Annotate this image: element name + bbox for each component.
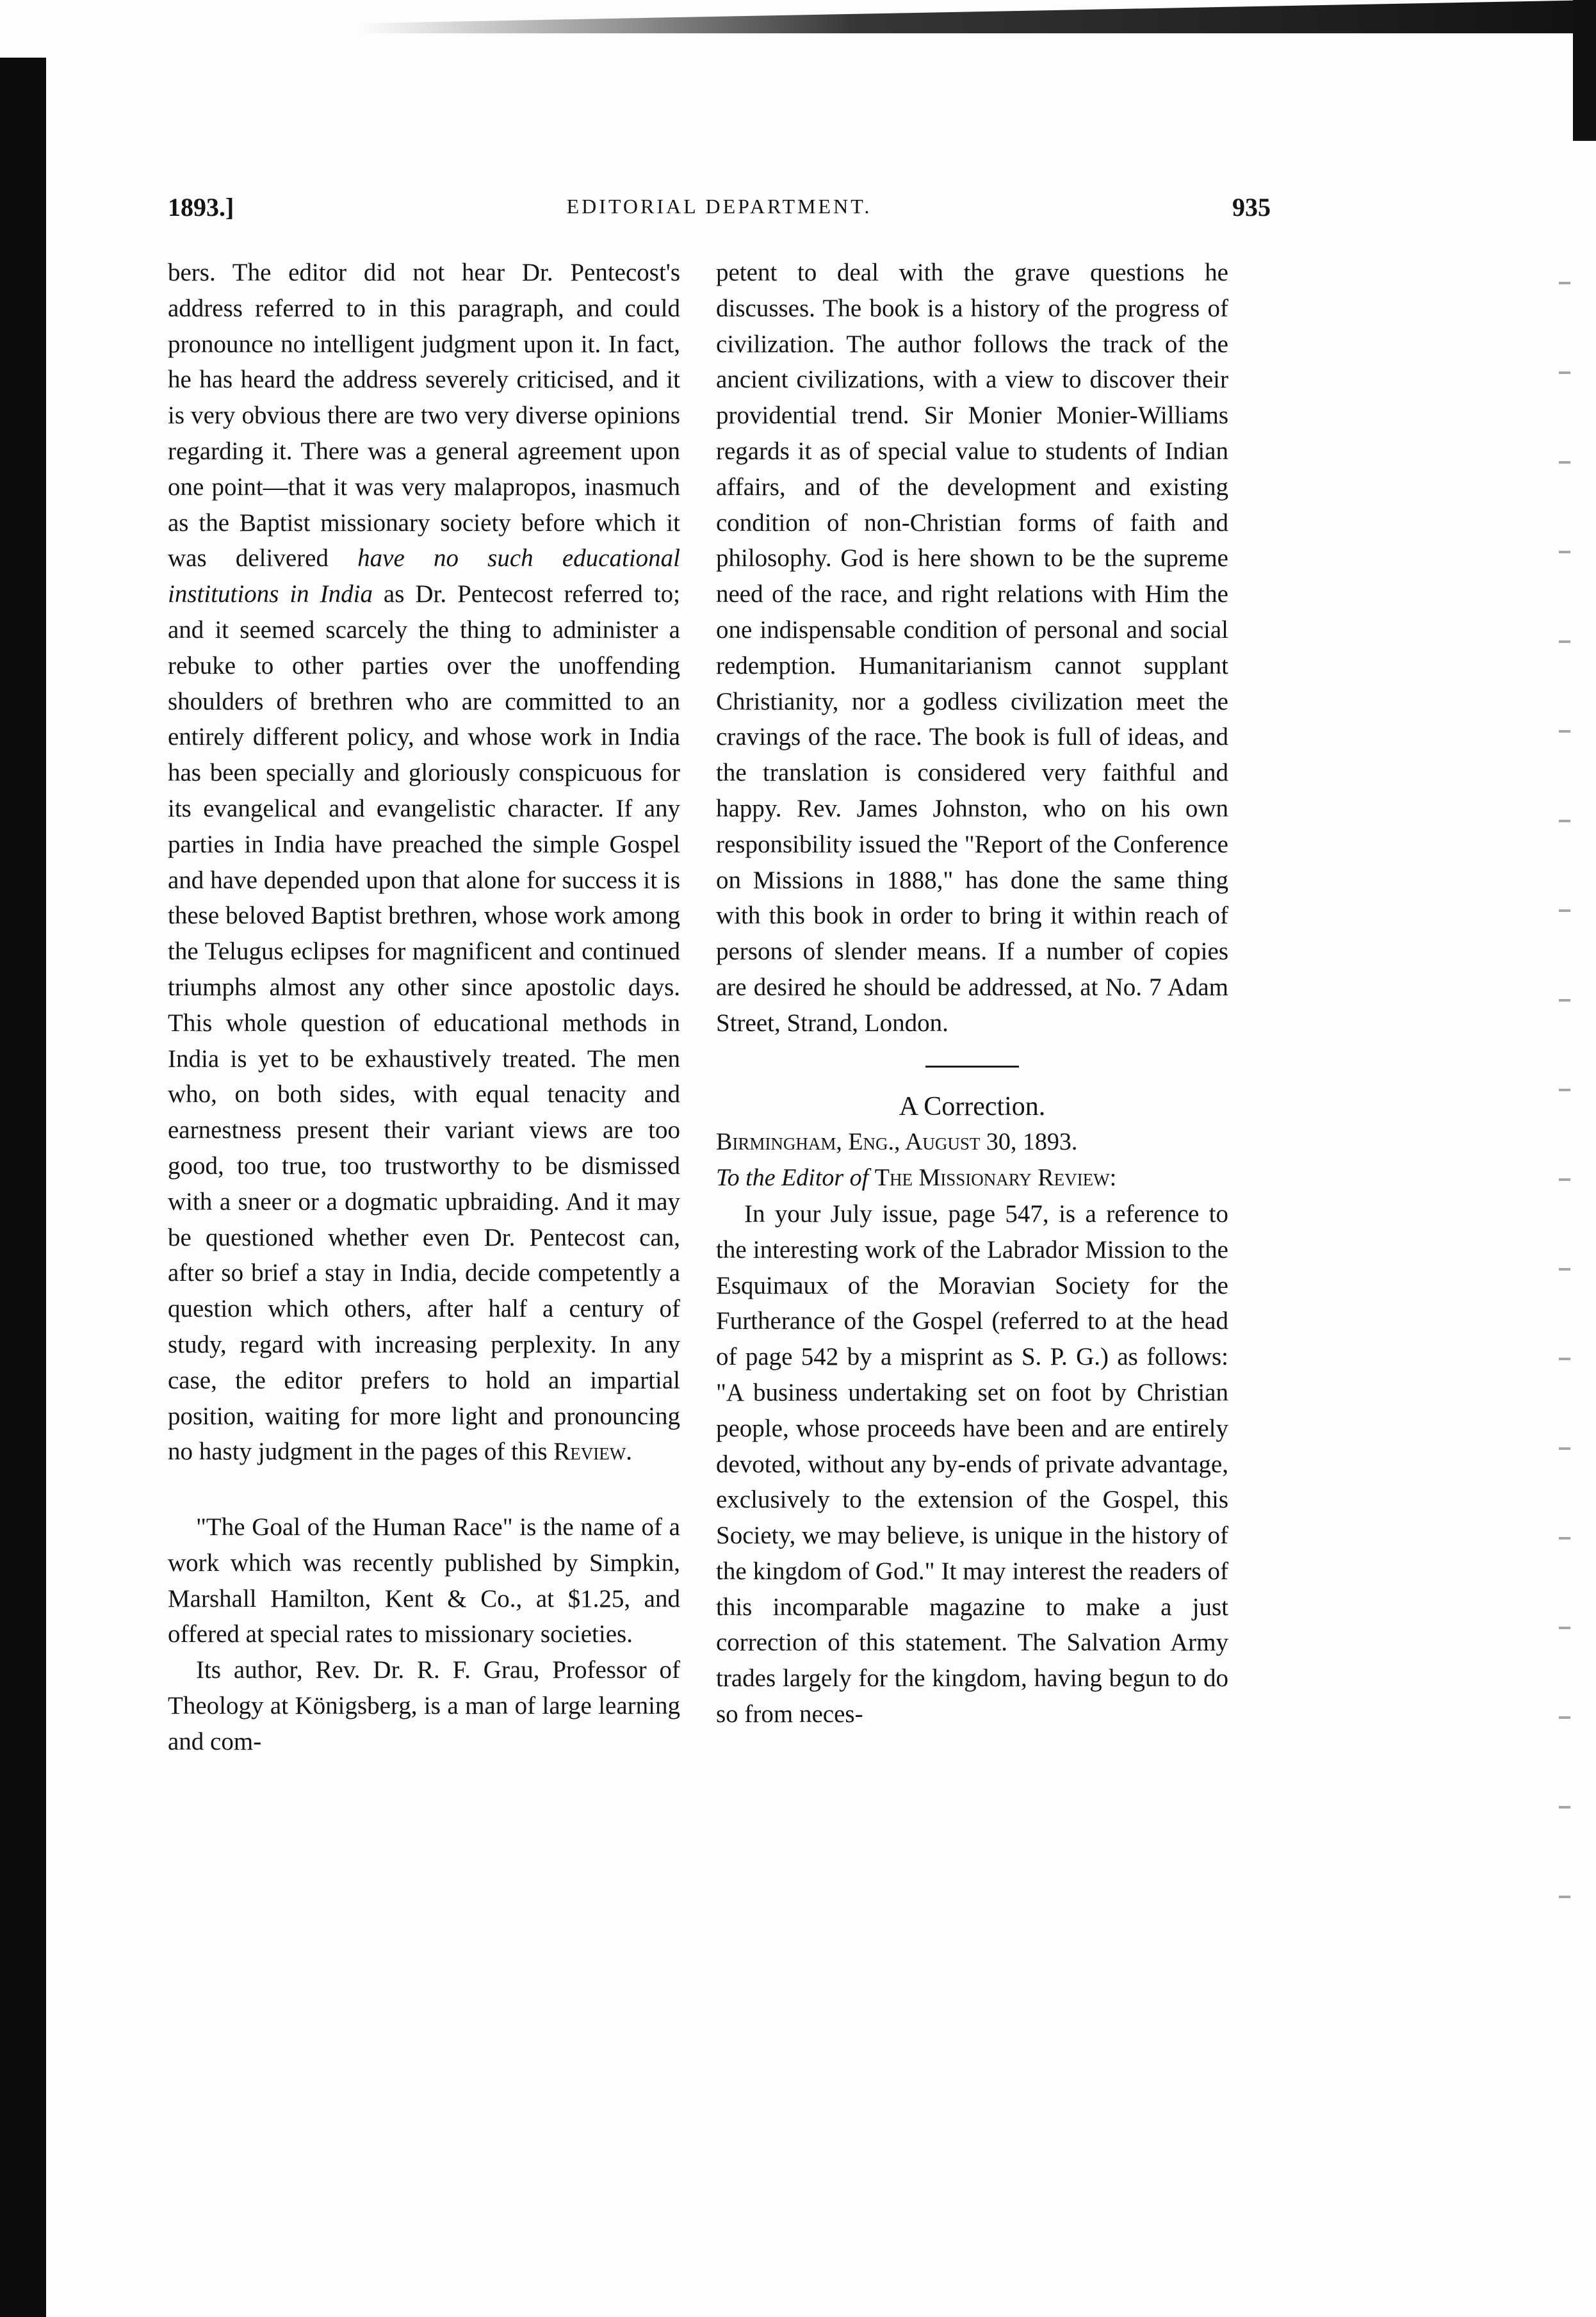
editorial-text-end: . [626,1438,632,1466]
section-divider [925,1066,1019,1068]
author-paragraph: Its author, Rev. Dr. R. F. Grau, Professor of Theology at Königsberg, is a man of large learning and com- [168,1656,680,1755]
salutation-italic: To the Editor of [716,1164,869,1192]
scan-edge-shadow-top [359,0,1596,33]
scan-specks [1559,243,1570,1908]
header-year: 1893.] [168,193,234,222]
salutation-colon: : [1109,1164,1117,1192]
salutation-magazine: The Missionary Review [874,1164,1110,1192]
scan-edge-shadow-left [0,58,46,2317]
letter-dateline: Birmingham, Eng., August 30, 1893. [716,1128,1078,1156]
running-header [168,192,1271,231]
header-title: EDITORIAL DEPARTMENT. [566,195,872,218]
letter-salutation [716,1160,1228,1196]
book-notice-paragraph: "The Goal of the Human Race" is the name of a work which was recently published by Simpkin, Marshall Hamilton, Kent & Co., at $1.25, and offered at special rates to missionary societies. [168,1513,680,1648]
editorial-text-b: as Dr. Pentecost referred to; and it seemed scarcely the thing to administer a rebuke to other parties over the unoffending shoulders of brethren who are committed to an entirely different policy, and whose work in India has been specially and gloriously conspicuous for its evangelical and evangelistic character. If any parties in India have preached the simple Gospel and have depended upon that alone for success it is these beloved Baptist brethren, whose work among the Telugus eclipses for magnificent and continued triumphs almost any other since apostolic days. This whole question of educational methods in India is yet to be exhaustively treated. The men who, on both sides, with equal tenacity and earnestness present their variant views are too good, too true, too trustworthy to be dismissed with a sneer or a dogmatic upbraiding. And it may be questioned whether even Dr. Pentecost can, after so brief a stay in India, decide competently a question which others, after half a century of study, regard with increasing perplexity. In any case, the editor prefers to hold an impartial position, waiting for more light and pronouncing no hasty judgment in the pages of this [168,580,680,1466]
right-column [716,255,1228,1732]
editorial-italic-phrase: have no such educational institutions in India [168,544,680,608]
correction-letter-body: In your July issue, page 547, is a reference to the interesting work of the Labrador Mission to the Esquimaux of the Moravian Society for the Furtherance of the Gospel (referred to at the head of page 542 by a misprint as S. P. G.) as follows: "A business undertaking set on foot by Christian people, whose proceeds have been and are entirely devoted, without any by-ends of private advantage, exclusively to the extension of the Gospel, this Society, we may believe, is unique in the history of the kingdom of God." It may interest the readers of this incomparable magazine to make a just correction of this statement. The Salvation Army trades largely for the kingdom, having begun to do so from neces- [716,1199,1228,1728]
left-column [168,255,680,1760]
editorial-text-a: bers. The editor did not hear Dr. Pentecost's address referred to in this paragraph, and could pronounce no intelligent judgment upon it. In fact, he has heard the address severely criticised, and it is very obvious there are two very diverse opinions regarding it. There was a general agreement upon one point—that it was very malapropos, inasmuch as the Baptist missionary society before which it was delivered [168,259,680,573]
editorial-paragraph [168,255,680,1470]
review-name: Review [553,1438,626,1466]
page-number: 935 [1232,193,1271,222]
scan-edge-shadow-right [1573,0,1596,141]
book-review-continued: petent to deal with the grave questions he discusses. The book is a history of the progress of civilization. The author follows the track of the ancient civilizations, with a view to discover their providential trend. Sir Monier Monier-Williams regards it as of special value to students of Indian affairs, and of the development and existing condition of non-Christian forms of faith and philosophy. God is here shown to be the supreme need of the race, and right relations with Him the one indispensable condition of personal and social redemption. Humanitarianism cannot supplant Christianity, nor a godless civilization meet the cravings of the race. The book is full of ideas, and the translation is considered very faithful and happy. Rev. James Johnston, who on his own responsibility issued the "Report of the Conference on Missions in 1888," has done the same thing with this book in order to bring it within reach of persons of slender means. If a number of copies are desired he should be addressed, at No. 7 Adam Street, Strand, London. [716,259,1228,1037]
section-title: A Correction. [899,1091,1046,1121]
